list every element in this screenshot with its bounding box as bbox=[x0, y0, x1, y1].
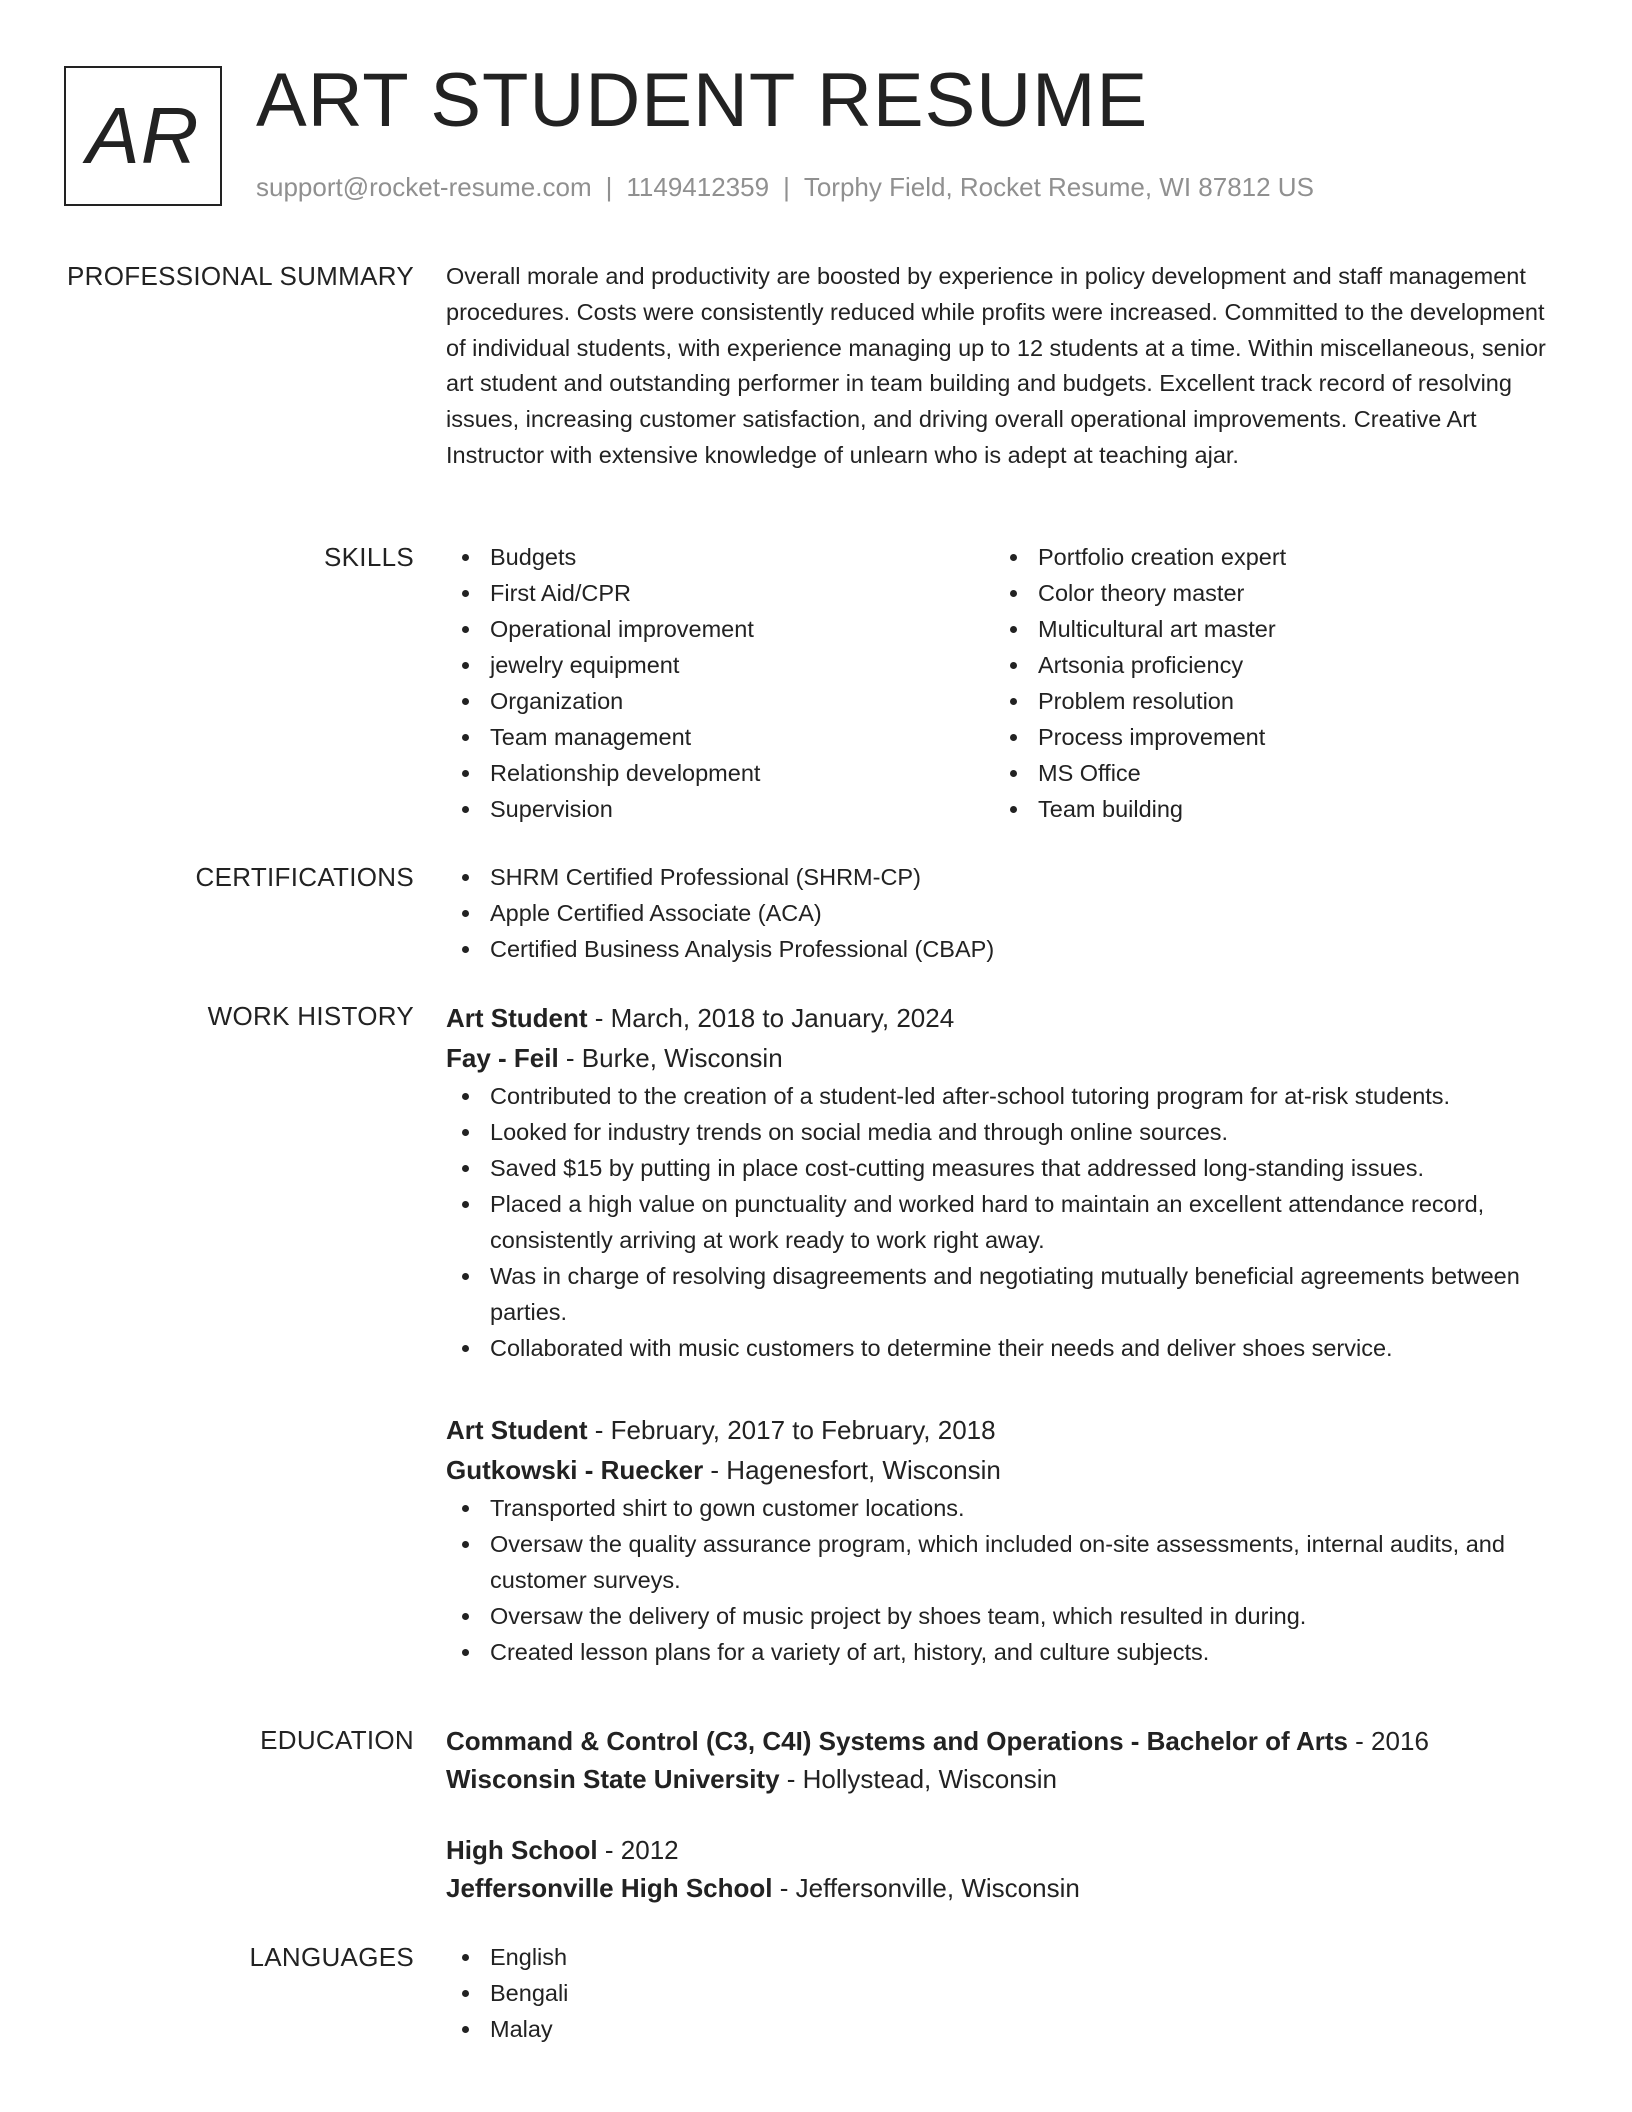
job-company: Fay - Feil bbox=[446, 1043, 559, 1073]
education-entry bbox=[446, 1722, 1556, 1798]
certifications-list bbox=[446, 859, 1556, 967]
education-location: - Hollystead, Wisconsin bbox=[779, 1764, 1057, 1794]
certification-item: Certified Business Analysis Professional (CBAP) bbox=[446, 931, 1556, 967]
skill-item: Process improvement bbox=[994, 719, 1542, 755]
job-bullet: Looked for industry trends on social media and through online sources. bbox=[446, 1114, 1556, 1150]
skill-item: MS Office bbox=[994, 755, 1542, 791]
education-degree-line bbox=[446, 1831, 1080, 1869]
skill-item: Relationship development bbox=[446, 755, 994, 791]
job-dates: - February, 2017 to February, 2018 bbox=[587, 1415, 996, 1445]
education-year: - 2016 bbox=[1347, 1726, 1429, 1756]
job-bullets bbox=[446, 1490, 1556, 1670]
job-company-line bbox=[446, 1450, 1556, 1490]
certification-item: SHRM Certified Professional (SHRM-CP) bbox=[446, 859, 1556, 895]
job-entry bbox=[446, 998, 1556, 1366]
section-label: CERTIFICATIONS bbox=[195, 862, 414, 892]
skill-item: Budgets bbox=[446, 539, 994, 575]
resume-title: ART STUDENT RESUME bbox=[256, 58, 1149, 143]
skills-list-right bbox=[994, 539, 1542, 827]
contact-email[interactable]: support@rocket-resume.com bbox=[256, 172, 592, 202]
job-entry bbox=[446, 1410, 1556, 1670]
contact-line bbox=[256, 172, 1314, 203]
job-bullets bbox=[446, 1078, 1556, 1366]
education-location: - Jeffersonville, Wisconsin bbox=[772, 1873, 1080, 1903]
certification-item: Apple Certified Associate (ACA) bbox=[446, 895, 1556, 931]
education-degree: High School bbox=[446, 1835, 598, 1865]
skill-item: Multicultural art master bbox=[994, 611, 1542, 647]
monogram-logo bbox=[64, 66, 222, 206]
contact-separator: | bbox=[783, 172, 790, 202]
skill-item: Supervision bbox=[446, 791, 994, 827]
job-location: - Hagenesfort, Wisconsin bbox=[703, 1455, 1001, 1485]
education-school: Jeffersonville High School bbox=[446, 1873, 773, 1903]
education-school-line bbox=[446, 1760, 1556, 1798]
contact-separator: | bbox=[605, 172, 613, 202]
skill-item: Color theory master bbox=[994, 575, 1542, 611]
section-label: WORK HISTORY bbox=[207, 1001, 414, 1031]
section-label: SKILLS bbox=[324, 542, 414, 572]
job-title: Art Student bbox=[446, 1003, 588, 1033]
contact-phone[interactable]: 1149412359 bbox=[626, 172, 770, 202]
job-bullet: Oversaw the quality assurance program, which included on-site assessments, internal audits, and customer surveys. bbox=[446, 1526, 1556, 1598]
contact-address: Torphy Field, Rocket Resume, WI 87812 US bbox=[803, 172, 1314, 202]
section-label: PROFESSIONAL SUMMARY bbox=[67, 261, 414, 291]
education-school-line bbox=[446, 1869, 1080, 1907]
job-dates: - March, 2018 to January, 2024 bbox=[587, 1003, 955, 1033]
skill-item: Operational improvement bbox=[446, 611, 994, 647]
education-degree-line bbox=[446, 1722, 1556, 1760]
job-bullet: Placed a high value on punctuality and worked hard to maintain an excellent attendance record, consistently arriving at work ready to work right away. bbox=[446, 1186, 1556, 1258]
skills-list-left bbox=[446, 539, 994, 827]
skill-item: Artsonia proficiency bbox=[994, 647, 1542, 683]
languages-list bbox=[446, 1939, 1556, 2047]
skill-item: Organization bbox=[446, 683, 994, 719]
skill-item: Portfolio creation expert bbox=[994, 539, 1542, 575]
skill-item: Problem resolution bbox=[994, 683, 1542, 719]
job-title-line bbox=[446, 998, 1556, 1038]
education-year: - 2012 bbox=[597, 1835, 679, 1865]
education-school: Wisconsin State University bbox=[446, 1764, 780, 1794]
job-bullet: Oversaw the delivery of music project by shoes team, which resulted in during. bbox=[446, 1598, 1556, 1634]
language-item: English bbox=[446, 1939, 1556, 1975]
skill-item: Team building bbox=[994, 791, 1542, 827]
language-item: Malay bbox=[446, 2011, 1556, 2047]
job-location: - Burke, Wisconsin bbox=[558, 1043, 783, 1073]
skill-item: First Aid/CPR bbox=[446, 575, 994, 611]
job-bullet: Transported shirt to gown customer locations. bbox=[446, 1490, 1556, 1526]
job-bullet: Was in charge of resolving disagreements and negotiating mutually beneficial agreements between parties. bbox=[446, 1258, 1556, 1330]
summary-text: Overall morale and productivity are boosted by experience in policy development and staff management procedures. Costs were consistently reduced while profits were increased. Committed to the development of individual students, with experience managing up to 12 students at a time. Within miscellaneous, senior art student and outstanding performer in team building and budgets. Excellent track record of resolving issues, increasing customer satisfaction, and driving overall operational improvements. Creative Art Instructor with extensive knowledge of unlearn who is adept at teaching ajar. bbox=[446, 263, 1546, 468]
job-bullet: Created lesson plans for a variety of art, history, and culture subjects. bbox=[446, 1634, 1556, 1670]
section-label: LANGUAGES bbox=[249, 1942, 414, 1972]
education-degree: Command & Control (C3, C4I) Systems and Operations - Bachelor of Arts bbox=[446, 1726, 1348, 1756]
job-title: Art Student bbox=[446, 1415, 588, 1445]
job-bullet: Contributed to the creation of a student-led after-school tutoring program for at-risk students. bbox=[446, 1078, 1556, 1114]
job-company: Gutkowski - Ruecker bbox=[446, 1455, 704, 1485]
skill-item: jewelry equipment bbox=[446, 647, 994, 683]
job-company-line bbox=[446, 1038, 1556, 1078]
language-item: Bengali bbox=[446, 1975, 1556, 2011]
job-bullet: Collaborated with music customers to determine their needs and deliver shoes service. bbox=[446, 1330, 1556, 1366]
job-bullet: Saved $15 by putting in place cost-cutting measures that addressed long-standing issues. bbox=[446, 1150, 1556, 1186]
monogram-initials: AR bbox=[86, 91, 200, 180]
education-entry bbox=[446, 1831, 1080, 1907]
section-label: EDUCATION bbox=[260, 1725, 414, 1755]
skill-item: Team management bbox=[446, 719, 994, 755]
job-title-line bbox=[446, 1410, 1556, 1450]
